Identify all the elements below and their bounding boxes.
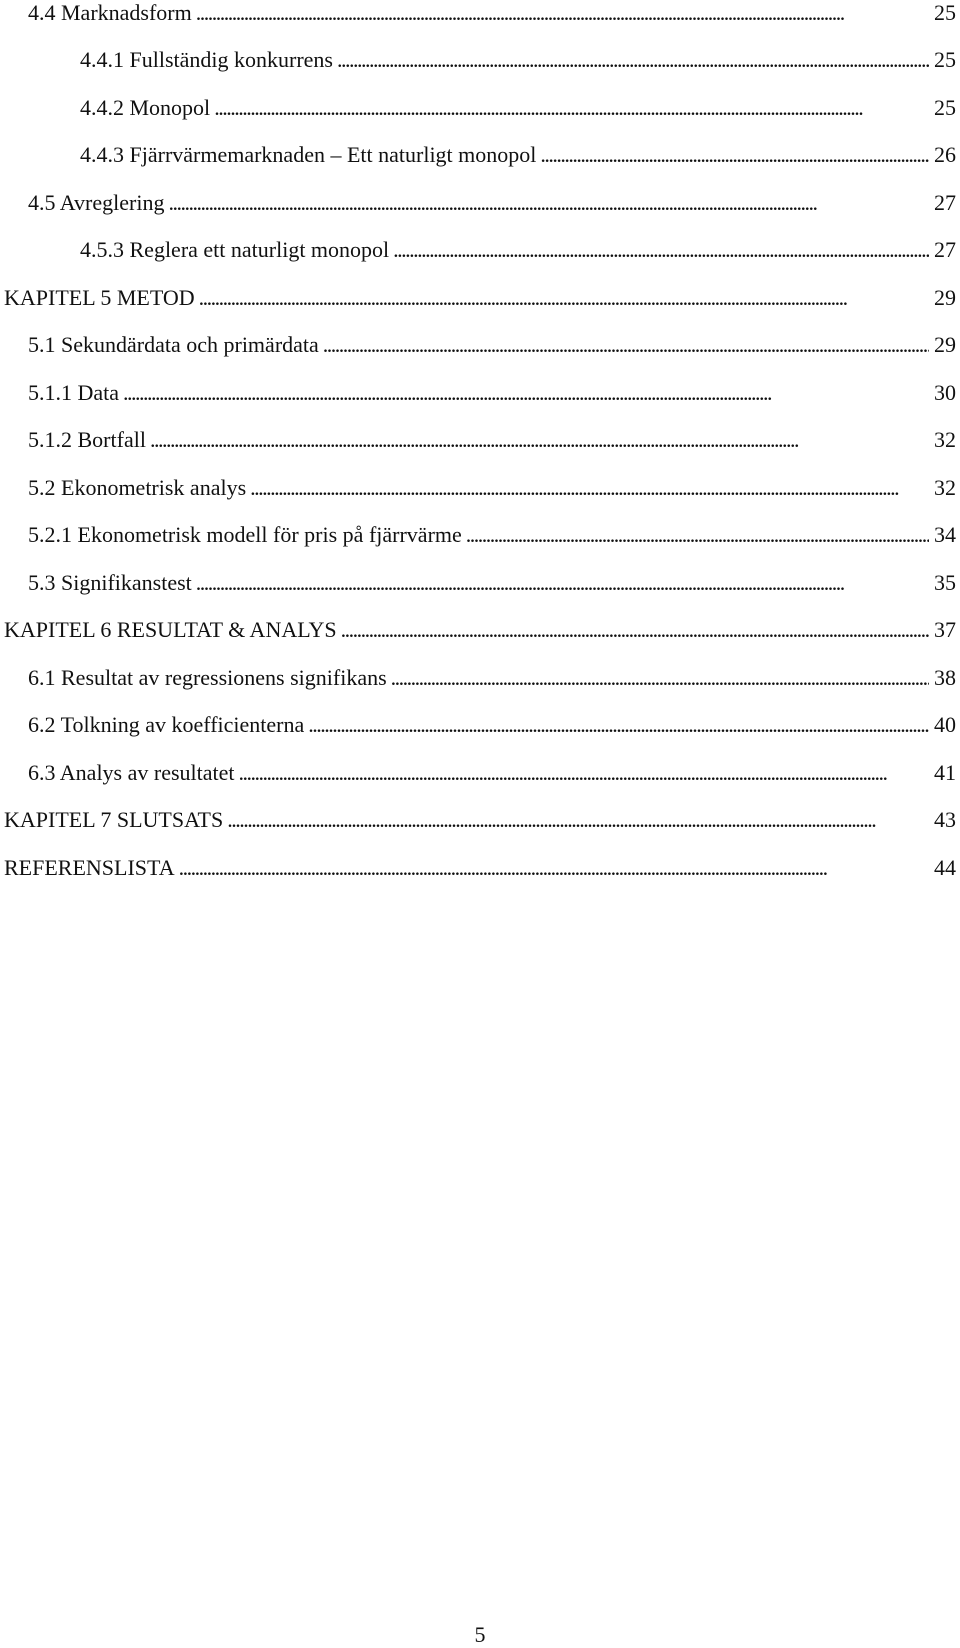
- dot-leader: [393, 233, 929, 267]
- toc-entry: [0, 423, 956, 457]
- dot-leader: [214, 91, 929, 125]
- toc-entry: [0, 281, 956, 315]
- toc-entry-title: REFERENSLISTA: [0, 851, 176, 885]
- dot-leader: [227, 803, 929, 837]
- toc-entry-page: 25: [934, 0, 956, 25]
- toc-entry-title: 4.5.3 Reglera ett naturligt monopol: [0, 233, 390, 267]
- toc-entry-title: 5.1 Sekundärdata och primärdata: [0, 328, 320, 362]
- toc-entry: [0, 756, 956, 790]
- toc-entry: [0, 803, 956, 837]
- dot-leader: [540, 138, 929, 172]
- toc-entry-title: 5.1.2 Bortfall: [0, 423, 147, 457]
- toc-entry-page: 26: [934, 142, 956, 167]
- page-number: 5: [474, 1622, 486, 1647]
- dot-leader: [239, 756, 929, 790]
- toc-entry: [0, 138, 956, 172]
- toc-entry-title: 6.1 Resultat av regressionens signifikans: [0, 661, 388, 695]
- toc-entry-title: 6.3 Analys av resultatet: [0, 756, 236, 790]
- dot-leader: [341, 613, 929, 647]
- toc-entry-page: 25: [934, 47, 956, 72]
- toc-entry-title: KAPITEL 5 METOD: [0, 281, 196, 315]
- dot-leader: [199, 281, 929, 315]
- toc-entry-page: 38: [934, 665, 956, 690]
- toc-entry-title: 4.4.2 Monopol: [0, 91, 211, 125]
- toc-entry-title: KAPITEL 6 RESULTAT & ANALYS: [0, 613, 338, 647]
- toc-entry-title: 4.4.3 Fjärrvärmemarknaden – Ett naturligt monopol: [0, 138, 537, 172]
- toc-entry: [0, 233, 956, 267]
- dot-leader: [466, 518, 929, 552]
- toc-entry-title: 6.2 Tolkning av koefficienterna: [0, 708, 305, 742]
- toc-entry-page: 32: [934, 475, 956, 500]
- dot-leader: [250, 471, 929, 505]
- toc-entry-title: 5.2 Ekonometrisk analys: [0, 471, 247, 505]
- dot-leader: [196, 566, 929, 600]
- dot-leader: [179, 851, 929, 885]
- toc-entry: [0, 851, 956, 885]
- toc-entry-title: KAPITEL 7 SLUTSATS: [0, 803, 224, 837]
- toc-entry-page: 30: [934, 380, 956, 405]
- toc-entry: [0, 518, 956, 552]
- toc-entry: [0, 91, 956, 125]
- toc-entry-title: 4.4.1 Fullständig konkurrens: [0, 43, 334, 77]
- dot-leader: [308, 708, 929, 742]
- toc-entry-page: 29: [934, 332, 956, 357]
- toc-entry-page: 25: [934, 95, 956, 120]
- toc-entry: [0, 186, 956, 220]
- dot-leader: [150, 423, 929, 457]
- toc-entry-page: 27: [934, 237, 956, 262]
- toc-entry-page: 34: [934, 522, 956, 547]
- toc-entry-page: 41: [934, 760, 956, 785]
- toc-entry-title: 4.4 Marknadsform: [0, 0, 193, 30]
- toc-entry: [0, 661, 956, 695]
- toc-entry: [0, 471, 956, 505]
- dot-leader: [123, 376, 929, 410]
- toc-entry-page: 40: [934, 712, 956, 737]
- toc-entry: [0, 708, 956, 742]
- toc-entry-page: 43: [934, 807, 956, 832]
- toc-entry: [0, 43, 956, 77]
- toc-entry-page: 32: [934, 427, 956, 452]
- toc-entry: [0, 0, 956, 30]
- toc-entry-title: 5.3 Signifikanstest: [0, 566, 193, 600]
- toc-entry-title: 4.5 Avreglering: [0, 186, 165, 220]
- dot-leader: [323, 328, 929, 362]
- toc-entry-page: 35: [934, 570, 956, 595]
- toc-entry-title: 5.1.1 Data: [0, 376, 120, 410]
- toc-entry-page: 27: [934, 190, 956, 215]
- toc-entry-page: 44: [934, 855, 956, 880]
- dot-leader: [337, 43, 929, 77]
- dot-leader: [391, 661, 929, 695]
- toc-entry-title: 5.2.1 Ekonometrisk modell för pris på fjärrvärme: [0, 518, 463, 552]
- dot-leader: [168, 186, 929, 220]
- dot-leader: [196, 0, 929, 30]
- toc-entry-page: 29: [934, 285, 956, 310]
- toc-entry: [0, 613, 956, 647]
- toc-entry-page: 37: [934, 617, 956, 642]
- toc-entry: [0, 566, 956, 600]
- toc-entry: [0, 376, 956, 410]
- toc-entry: [0, 328, 956, 362]
